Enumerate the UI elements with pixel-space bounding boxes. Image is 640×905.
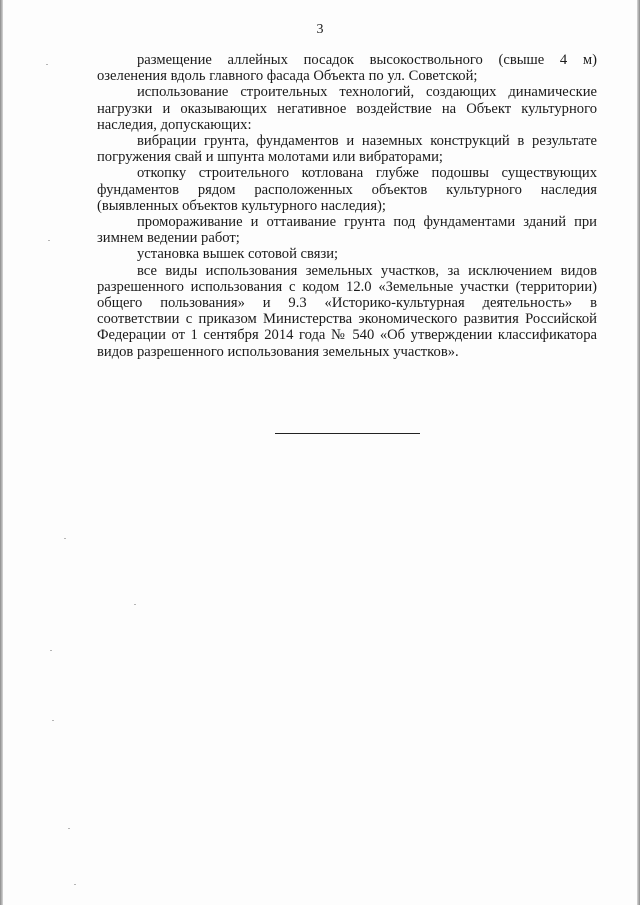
scan-speck — [134, 604, 136, 605]
scan-speck — [68, 828, 70, 829]
scan-speck — [74, 884, 76, 885]
paragraph: использование строительных технологий, создающих динамические нагрузки и оказывающих негативное воздействие на Объект культурного наследия, допускающих: — [97, 84, 597, 133]
paragraph: установка вышек сотовой связи; — [137, 246, 339, 263]
scan-speck — [64, 538, 66, 539]
page-number: 3 — [316, 22, 324, 37]
scan-speck — [48, 240, 50, 241]
scan-speck — [46, 64, 48, 65]
paragraph: откопку строительного котлована глубже подошвы существующих фундаментов рядом расположенных объектов культурного наследия (выявленных объектов культурного наследия); — [97, 165, 597, 214]
scan-speck — [50, 650, 52, 651]
document-body — [97, 52, 597, 360]
paragraph: промораживание и оттаивание грунта под фундаментами зданий при зимнем ведении работ; — [97, 214, 597, 247]
paragraph: все виды использования земельных участков, за исключением видов разрешенного использования с кодом 12.0 «Земельные участки (территории) общего пользования» и 9.3 «Историко-культурная деятельность» в соответствии с приказом Министерства экономического развития Российской Федерации от 1 сентября 2014 года № 540 «Об утверждении классификатора видов разрешенного использования земельных участков». — [97, 262, 597, 360]
scan-edge-left — [0, 0, 3, 905]
closing-divider-line — [275, 433, 420, 434]
paragraph: вибрации грунта, фундаментов и наземных конструкций в результате погружения свай и шпунта молотами или вибраторами; — [97, 133, 597, 166]
paragraph: размещение аллейных посадок высокоствольного (свыше 4 м) озеленения вдоль главного фасада Объекта по ул. Советской; — [97, 52, 597, 85]
scan-speck — [52, 720, 54, 721]
